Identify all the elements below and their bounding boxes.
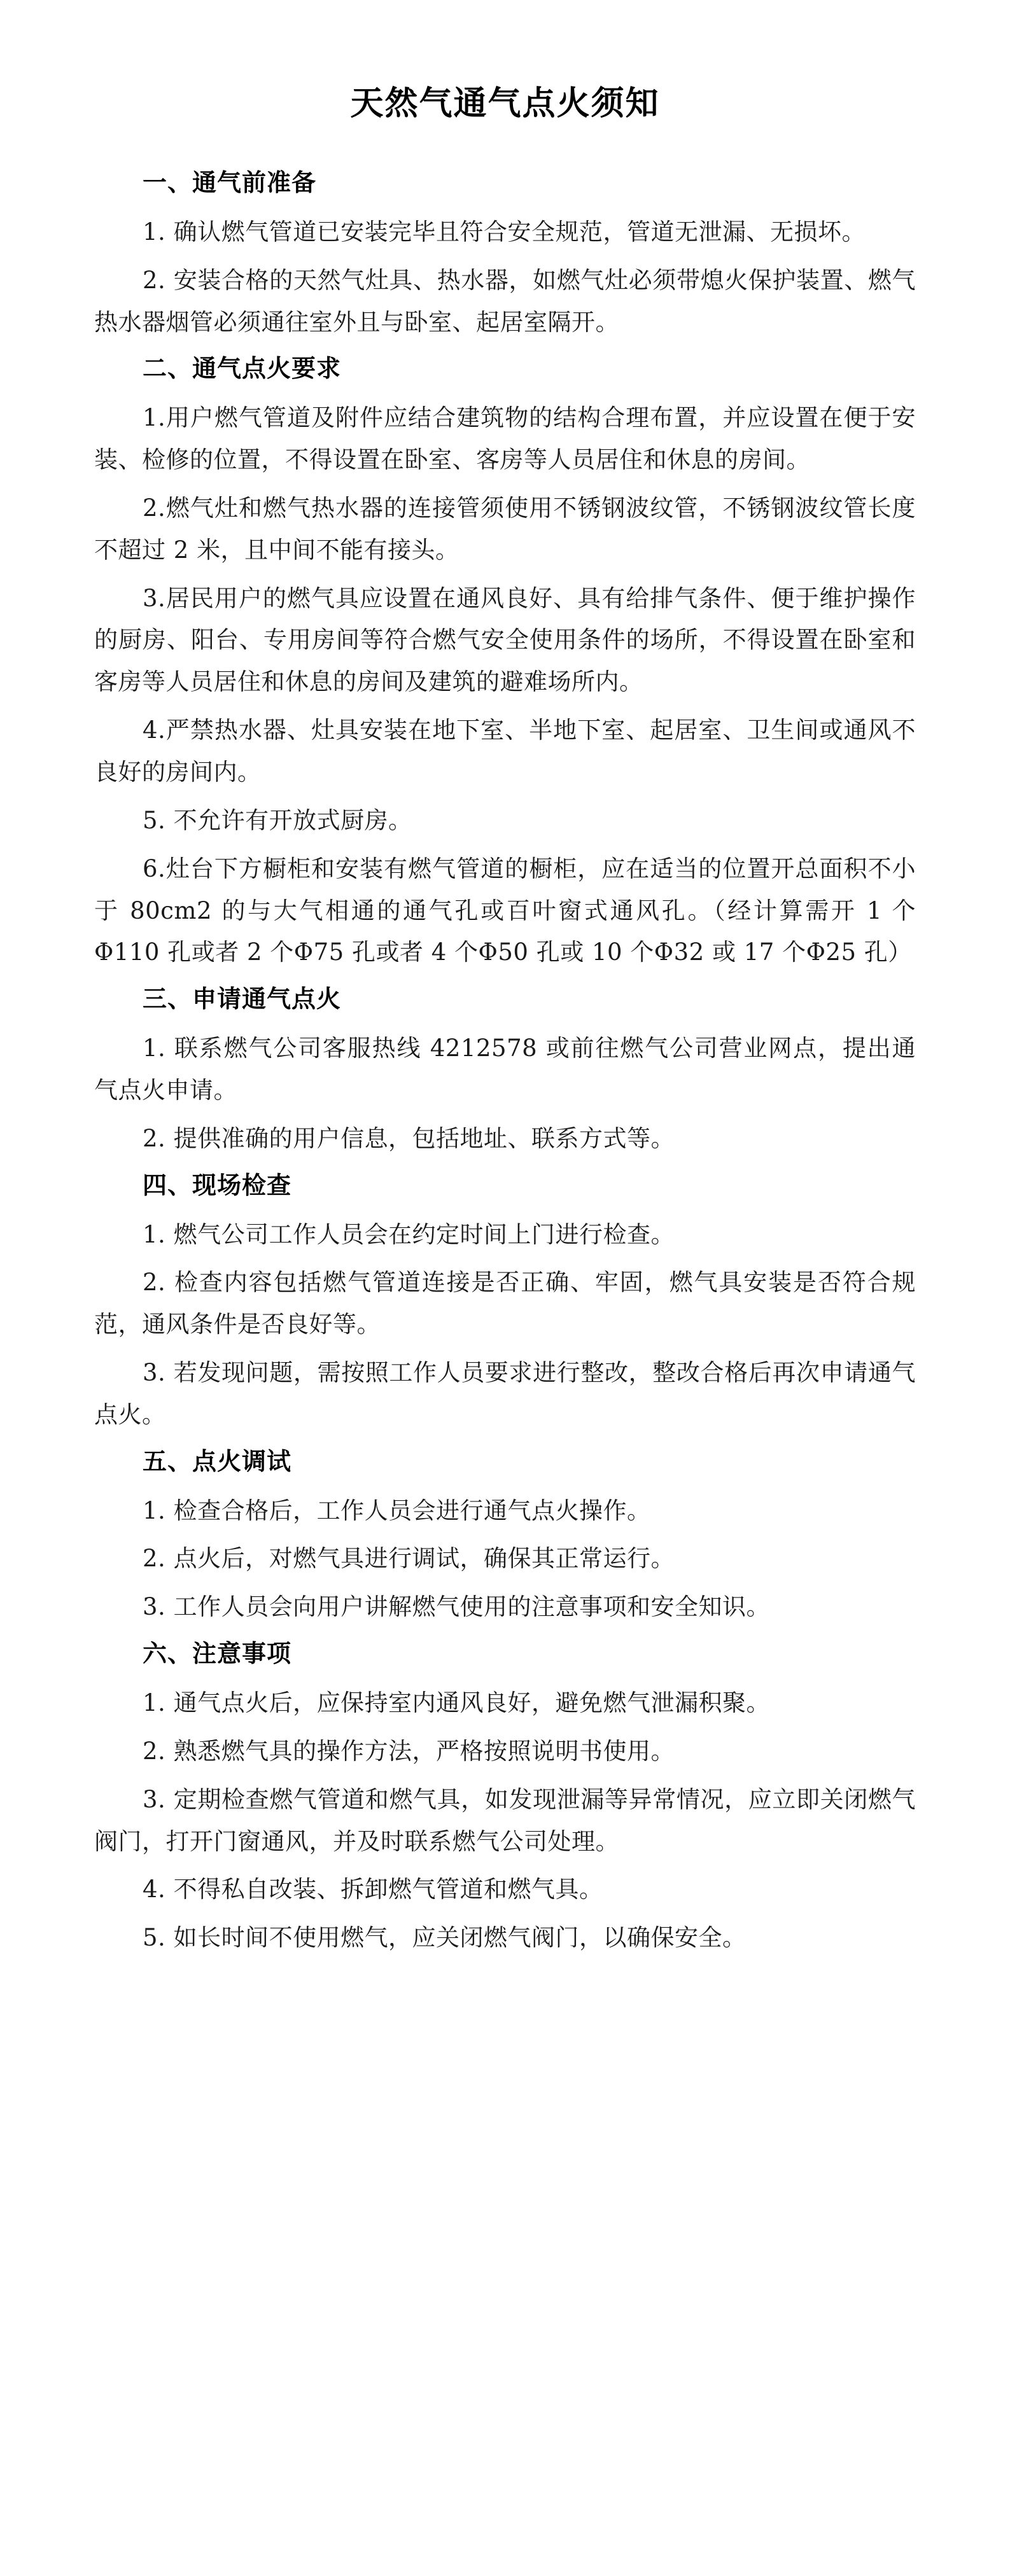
paragraph: 1. 确认燃气管道已安装完毕且符合安全规范，管道无泄漏、无损坏。: [143, 218, 866, 246]
document-section: [94, 1442, 916, 1628]
paragraph: 3. 定期检查燃气管道和燃气具，如发现泄漏等异常情况，应立即关闭燃气阀门，打开门窗通风，并及时联系燃气公司处理。: [94, 1785, 916, 1855]
paragraph: 4.严禁热水器、灶具安装在地下室、半地下室、起居室、卫生间或通风不良好的房间内。: [94, 716, 916, 786]
paragraph: 3.居民用户的燃气具应设置在通风良好、具有给排气条件、便于维护操作的厨房、阳台、专用房间等符合燃气安全使用条件的场所，不得设置在卧室和客房等人员居住和休息的房间及建筑的避难场所内。: [94, 584, 916, 696]
paragraph: 2. 安装合格的天然气灶具、热水器，如燃气灶必须带熄火保护装置、燃气热水器烟管必须通往室外且与卧室、起居室隔开。: [94, 266, 916, 336]
section-heading: 三、申请通气点火: [143, 984, 342, 1013]
section-heading: 六、注意事项: [143, 1639, 292, 1668]
paragraph: 2. 检查内容包括燃气管道连接是否正确、牢固，燃气具安装是否符合规范，通风条件是否良好等。: [94, 1269, 916, 1339]
section-heading: 四、现场检查: [143, 1170, 292, 1199]
section-heading: 二、通气点火要求: [143, 354, 342, 383]
paragraph: 1. 联系燃气公司客服热线 4212578 或前往燃气公司营业网点，提出通气点火申请。: [94, 1034, 916, 1104]
section-heading: 五、点火调试: [143, 1446, 292, 1475]
document-section: [94, 349, 916, 973]
paragraph: 1.用户燃气管道及附件应结合建筑物的结构合理布置，并应设置在便于安装、检修的位置，不得设置在卧室、客房等人员居住和休息的房间。: [94, 404, 916, 474]
page-title: 天然气通气点火须知: [350, 84, 660, 123]
paragraph: 1. 通气点火后，应保持室内通风良好，避免燃气泄漏积聚。: [143, 1688, 771, 1716]
paragraph: 2. 点火后，对燃气具进行调试，确保其正常运行。: [143, 1545, 675, 1573]
paragraph: 3. 工作人员会向用户讲解燃气使用的注意事项和安全知识。: [143, 1593, 771, 1621]
paragraph: 5. 如长时间不使用燃气，应关闭燃气阀门，以确保安全。: [143, 1924, 747, 1952]
paragraph: 1. 燃气公司工作人员会在约定时间上门进行检查。: [143, 1220, 675, 1248]
paragraph: 1. 检查合格后，工作人员会进行通气点火操作。: [143, 1496, 651, 1524]
document-section: [94, 1166, 916, 1436]
document-section: [94, 980, 916, 1159]
paragraph: 3. 若发现问题，需按照工作人员要求进行整改，整改合格后再次申请通气点火。: [94, 1359, 916, 1428]
document-section: [94, 164, 916, 343]
paragraph: 2. 提供准确的用户信息，包括地址、联系方式等。: [143, 1124, 675, 1152]
paragraph: 5. 不允许有开放式厨房。: [143, 806, 412, 834]
paragraph: 6.灶台下方橱柜和安装有燃气管道的橱柜，应在适当的位置开总面积不小于 80cm2 的与大气相通的通气孔或百叶窗式通风孔。（经计算需开 1 个Φ110 孔或者 2 个Φ75 孔或者 4 个Φ50 孔或 10 个Φ32 或 17 个Φ25 孔）: [94, 854, 916, 966]
paragraph: 2.燃气灶和燃气热水器的连接管须使用不锈钢波纹管，不锈钢波纹管长度不超过 2 米，且中间不能有接头。: [94, 494, 916, 564]
document-section: [94, 1634, 916, 1959]
paragraph: 2. 熟悉燃气具的操作方法，严格按照说明书使用。: [143, 1737, 675, 1765]
section-heading: 一、通气前准备: [143, 168, 317, 197]
paragraph: 4. 不得私自改装、拆卸燃气管道和燃气具。: [143, 1876, 603, 1904]
